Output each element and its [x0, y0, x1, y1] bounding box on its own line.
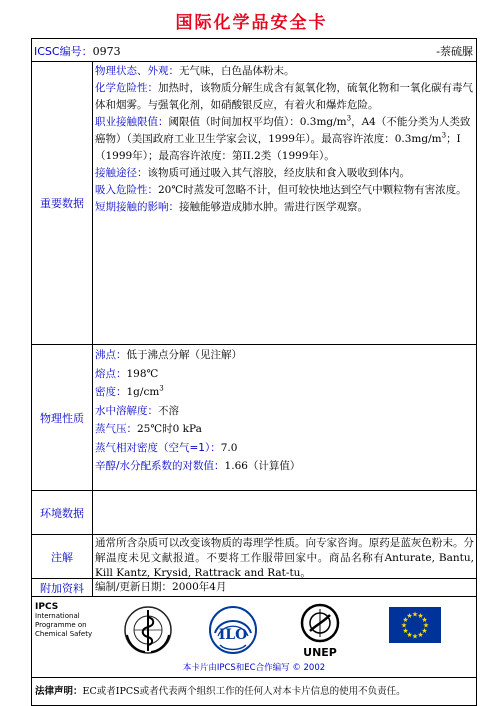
- card-title: 国际化学品安全卡: [175, 13, 328, 33]
- melting-point-entry: 熔点：198℃: [95, 367, 159, 380]
- important-data-section: [32, 62, 476, 345]
- short-term-effects-entry: 短期接触的影响：接触能够造成肺水肿。需进行医学观察。: [95, 201, 368, 213]
- exposure-limit-entry: 职业接触限值：阈限值（时间加权平均值）：$0.3mg/m^3$，A4（不能分类为人类致癌物）（美国政府工业卫生学家会议，1999年）。最高容许浓度：$0.3mg/m^3$；I（1999年）；最高容许浓度：第II.2类（1999年）。: [95, 114, 471, 162]
- important-data-label: 重要数据: [32, 62, 93, 344]
- vapour-density-entry: 蒸气相对密度（空气=1）：7.0: [95, 441, 238, 454]
- chemical-name: -萘硫脲: [436, 45, 473, 58]
- notes-label: 注解: [32, 535, 93, 578]
- water-solubility-entry: 水中溶解度：不溶: [95, 404, 179, 417]
- legal-text: EC或者IPCS或者代表两个组织工作的任何人对本卡片信息的使用不负责任。: [82, 686, 406, 697]
- eu-star-icon: ★: [402, 616, 409, 624]
- eu-star-icon: ★: [422, 621, 430, 630]
- logos-section: [32, 597, 476, 678]
- physical-properties-content: [93, 345, 476, 490]
- eu-star-icon: ★: [417, 612, 424, 620]
- physical-properties-section: [32, 345, 476, 491]
- eu-star-icon: ★: [411, 610, 419, 619]
- chemical-hazard-entry: 化学危险性：加热时，该物质分解生成含有氮氧化物，硫氧化物和一氧化碳有毒气体和烟雾。与强氧化剂，如硝酸银反应，有着火和爆炸危险。: [95, 82, 473, 111]
- environmental-data-content: [93, 491, 476, 534]
- additional-info-content: 编制/更新日期：2000年4月: [95, 581, 227, 593]
- who-emblem-icon: [123, 605, 173, 655]
- notes-content: 通常所含杂质可以改变该物质的毒理学性质。向专家咨询。原药是蓝灰色粉末。分解温度未见文献报道。不要将工作服带回家中。商品名称有Anturate, Bantu, Kill Kantz, Krysid, Rattrack and Rat-tu。: [95, 537, 474, 578]
- icsc-number: 0973: [92, 45, 121, 58]
- eu-star-icon: ★: [411, 632, 419, 641]
- svg-text:ILO: ILO: [218, 627, 248, 643]
- eu-flag-icon: [389, 607, 441, 643]
- icsc-id: [34, 43, 121, 59]
- ilo-emblem-icon: [208, 605, 258, 655]
- notes-section: [32, 535, 476, 579]
- card-header: [32, 39, 476, 62]
- unep-globe-icon: [300, 603, 340, 643]
- eu-star-icon: ★: [421, 616, 428, 624]
- card-credit: 本卡片由IPCS和EC合作编写 © 2002: [182, 663, 326, 673]
- log-pow-entry: 辛醇/水分配系数的对数值：1.66（计算值）: [95, 460, 301, 472]
- environmental-data-label: 环境数据: [32, 491, 93, 534]
- additional-info-section: [32, 579, 476, 597]
- eu-star-icon: ★: [417, 631, 424, 639]
- density-entry: 密度：$1g/cm^3$: [95, 384, 164, 398]
- chemical-safety-card: [31, 38, 477, 706]
- boiling-point-entry: 沸点：低于沸点分解（见注解）: [95, 349, 242, 361]
- eu-star-icon: ★: [400, 621, 408, 630]
- unep-logo: UNEP: [294, 603, 346, 658]
- eu-star-icon: ★: [402, 627, 409, 635]
- additional-info-label: 附加资料: [32, 579, 93, 596]
- icsc-label: ICSC编号：: [34, 45, 93, 58]
- legal-label: 法律声明：: [35, 686, 83, 697]
- eu-star-icon: ★: [406, 631, 413, 639]
- important-data-content: [93, 62, 476, 344]
- vapour-pressure-entry: 蒸气压：25℃时0 kPa: [95, 423, 202, 435]
- physical-properties-label: 物理性质: [32, 345, 93, 490]
- physical-state-entry: 物理状态、外观：无气味，白色晶体粉末。: [95, 65, 295, 77]
- inhalation-risk-entry: 吸入危险性：20℃时蒸发可忽略不计，但可较快地达到空气中颗粒物有害浓度。: [95, 184, 467, 196]
- ipcs-logo: IPCS International Programme on Chemical Safety: [35, 602, 93, 638]
- eu-star-icon: ★: [421, 627, 428, 635]
- exposure-route-entry: 接触途径：该物质可通过吸入其气溶胶，经皮肤和食入吸收到体内。: [95, 167, 410, 179]
- environmental-data-section: [32, 491, 476, 535]
- eu-star-icon: ★: [406, 612, 413, 620]
